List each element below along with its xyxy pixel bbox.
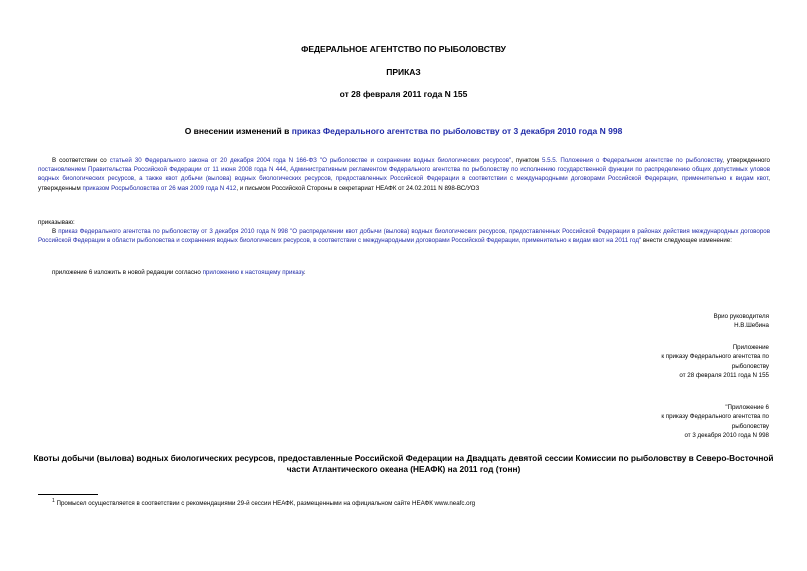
appendix-6-line-4: от 3 декабря 2010 года N 998 (684, 432, 769, 440)
signature-name: Н.В.Шебина (734, 322, 769, 330)
document-type: ПРИКАЗ (386, 67, 421, 77)
appendix-6-line-2: к приказу Федерального агентства по (661, 413, 769, 421)
footnote-divider (38, 494, 98, 495)
order-paragraph (38, 227, 770, 245)
title-link[interactable]: приказ Федерального агентства по рыболовству от 3 декабря 2010 года N 998 (291, 126, 623, 136)
signature-role: Врио руководителя (713, 313, 769, 320)
appendix-6-line-1: "Приложение 6 (725, 404, 769, 411)
appendix-line-1: Приложение (732, 344, 769, 351)
order-text-2: внести следующее изменение: (641, 237, 732, 245)
preamble-link-admin-reglament[interactable]: Административным регламентом Федерального агентства по рыболовству по исполнению государственной функции по распределению общих допустимых уловов водных биологических ресурсов, а также квот добычи (вылова) водных биологических ресурсов, предоставленных Российской Федерации в соответствии с международными договорами Российской Федерации, применительно к видам квот (38, 166, 770, 183)
footnote-text: Промысел осуществляется в соответствии с рекомендациями 29-й сессии НЕАФК, размещенными на официальном сайте НЕАФК www.neafc.org (54, 500, 476, 508)
change-text-2: . (303, 269, 306, 276)
signature-block (569, 312, 769, 331)
order-text-1: В (52, 228, 59, 235)
preamble-paragraph (38, 156, 770, 193)
appendix-6-line-3: рыболовству (731, 422, 769, 430)
document-date-number: от 28 февраля 2011 года N 155 (339, 89, 468, 99)
preamble-link-law[interactable]: статьей 30 Федерального закона от 20 декабря 2004 года N 166-ФЗ "О рыболовстве и сохранении водных биологических ресурсов" (109, 157, 512, 164)
change-link-appendix[interactable]: приложению к настоящему приказу (202, 269, 304, 276)
preamble-text-4: , (286, 166, 291, 174)
preamble-text-2: , пунктом (511, 157, 542, 164)
appendix-line-3: рыболовству (731, 362, 769, 370)
change-paragraph (52, 268, 306, 277)
footnote-mark: 1 (52, 498, 55, 504)
appendix-line-4: от 28 февраля 2011 года N 155 (679, 372, 769, 380)
appendix-6-header (569, 403, 769, 441)
quota-table-title: Квоты добычи (вылова) водных биологических ресурсов, предоставленные Российской Федерации на Двадцать девятой сессии Комиссии по рыболовству в Северо-Восточной части Атлантического океана (НЕАФК) на 2011 год (тонн) (33, 453, 774, 474)
preamble-text-5: , утвержденным (38, 175, 770, 192)
appendix-line-2: к приказу Федерального агентства по (661, 353, 769, 361)
document-title (0, 126, 807, 136)
agency-name: ФЕДЕРАЛЬНОЕ АГЕНТСТВО ПО РЫБОЛОВСТВУ (301, 44, 506, 54)
title-prefix: О внесении изменений в (184, 126, 292, 136)
preamble-link-order-412[interactable]: приказом Росрыболовства от 26 мая 2009 года N 412 (82, 184, 237, 192)
change-text-1: приложение 6 изложить в новой редакции согласно (52, 269, 203, 276)
preamble-link-decree[interactable]: постановлением Правительства Российской Федерации от 11 июня 2008 года N 444 (38, 166, 287, 174)
order-word: приказываю: (38, 219, 75, 226)
preamble-link-regulation[interactable]: 5.5.5. Положения о Федеральном агентстве по рыболовству (541, 157, 723, 164)
footnote (52, 498, 475, 507)
order-link-998[interactable]: приказ Федерального агентства по рыболовству от 3 декабря 2010 года N 998 "О распределении квот добычи (вылова) водных биологических ресурсов, предоставленных Российской Федерации в районах действия международных договоров Российской Федерации в области рыболовства и сохранения водных биологических ресурсов, в соответствии с международными договорами Российской Федерации, применительно к видам квот на 2011 год" (38, 228, 770, 245)
appendix-header (569, 343, 769, 381)
preamble-text-1: В соответствии со (52, 157, 110, 164)
preamble-text-6: , и письмом Российской Стороны в секретариат НЕАФК от 24.02.2011 N 898-ВС/УОЗ (236, 184, 480, 192)
preamble-text-3: , утвержденного (722, 157, 770, 164)
